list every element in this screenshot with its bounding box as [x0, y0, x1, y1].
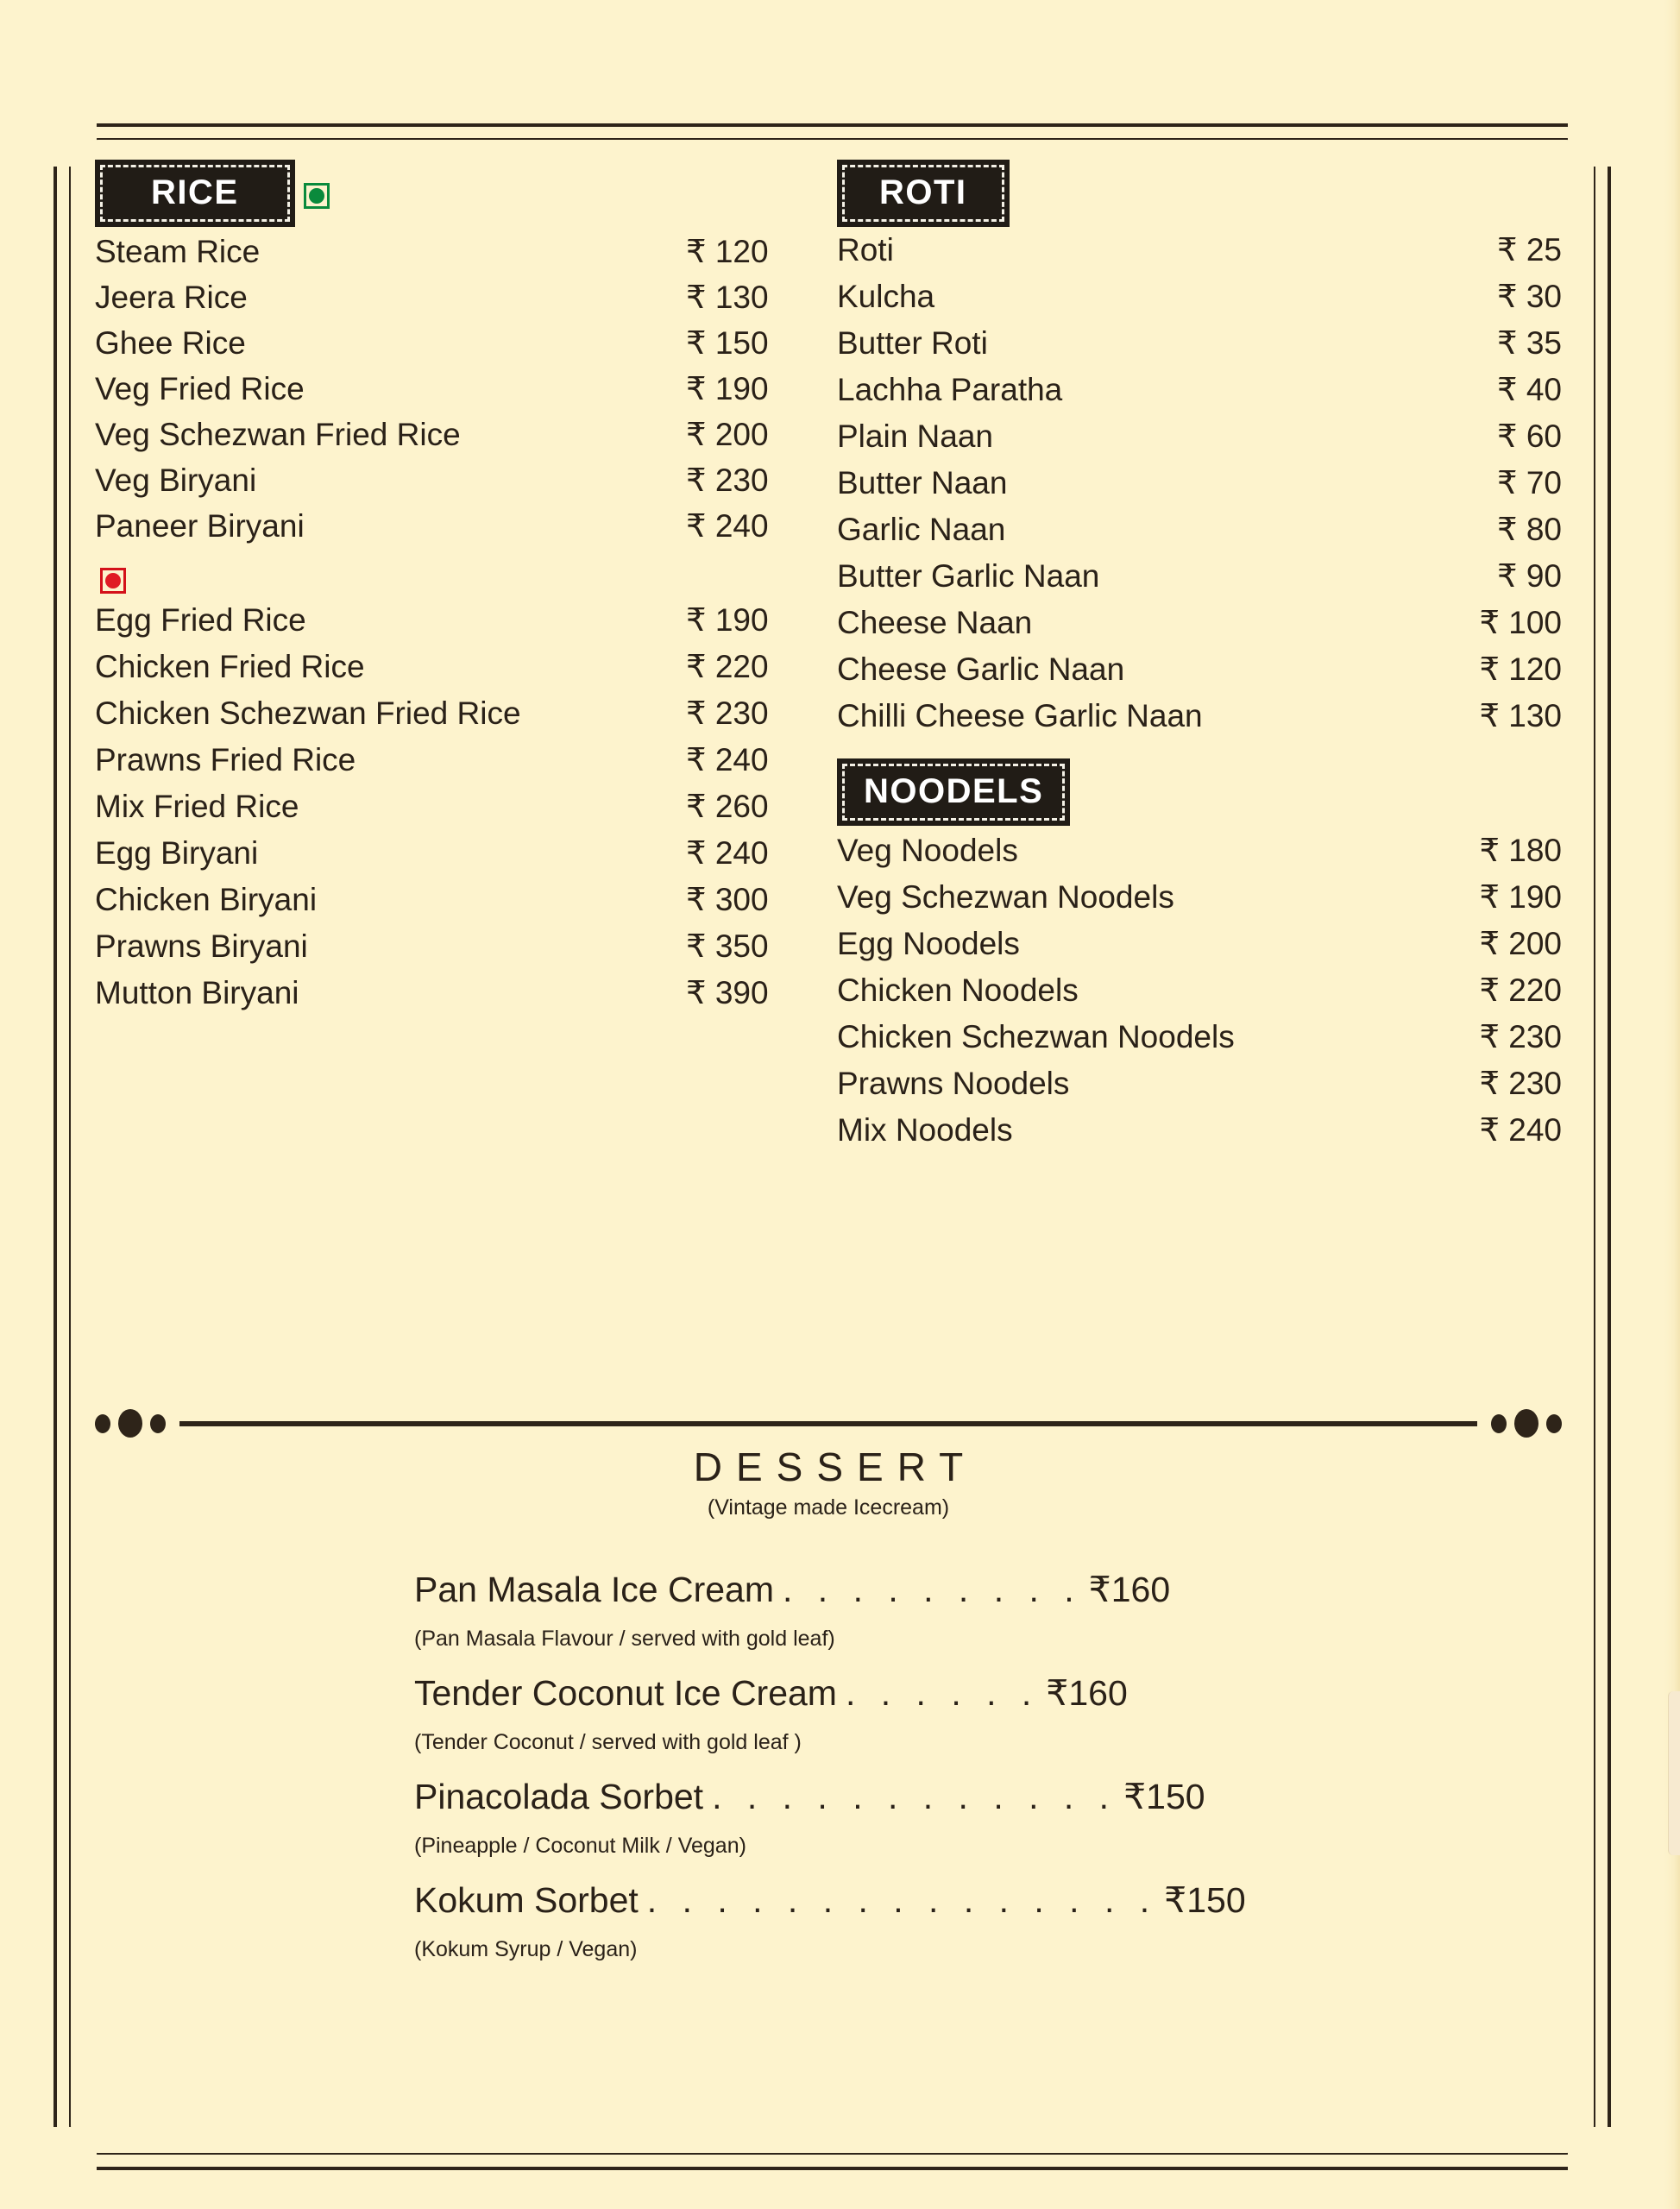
dessert-item-row	[414, 1880, 1562, 1920]
item-name: Egg Fried Rice	[95, 602, 306, 638]
dessert-item-name: Kokum Sorbet	[414, 1880, 639, 1920]
menu-item-row	[95, 930, 794, 977]
item-name: Garlic Naan	[837, 512, 1006, 547]
column-roti-noodels	[837, 160, 1562, 1161]
menu-item-row	[837, 974, 1562, 1021]
item-name: Mix Fried Rice	[95, 789, 299, 824]
divider-dot-large	[118, 1409, 142, 1438]
item-price: ₹ 90	[1497, 558, 1562, 594]
menu-item-row	[837, 881, 1562, 928]
dot-leader: . . . . . .	[845, 1673, 1040, 1713]
item-name: Chilli Cheese Garlic Naan	[837, 698, 1203, 733]
dessert-item-price: ₹150	[1164, 1880, 1246, 1920]
item-name: Cheese Naan	[837, 605, 1033, 640]
page-edge-shadow	[1664, 0, 1680, 2209]
item-name: Steam Rice	[95, 234, 261, 269]
nonveg-indicator-icon	[100, 568, 126, 594]
item-name: Veg Schezwan Noodels	[837, 879, 1174, 915]
dessert-item-name: Tender Coconut Ice Cream	[414, 1673, 837, 1713]
divider-dots-left	[95, 1409, 166, 1438]
menu-item-row	[95, 744, 794, 790]
divider-dot-small	[1546, 1414, 1562, 1433]
dessert-item-price: ₹160	[1088, 1570, 1171, 1609]
item-price: ₹ 150	[686, 325, 769, 361]
section-header-rice-border	[100, 165, 290, 222]
menu-item-row	[95, 604, 794, 651]
item-name: Chicken Biryani	[95, 882, 318, 917]
dessert-item-list	[95, 1572, 1562, 1962]
item-price: ₹ 120	[1479, 651, 1562, 687]
dessert-item-description: (Pineapple / Coconut Milk / Vegan)	[414, 1834, 746, 1858]
item-price: ₹ 70	[1497, 465, 1562, 500]
menu-item-row	[837, 1114, 1562, 1161]
item-price: ₹ 350	[686, 928, 769, 964]
dessert-item-description: (Pan Masala Flavour / served with gold leaf)	[414, 1627, 835, 1651]
rice-nonveg-item-list	[95, 604, 794, 1023]
item-price: ₹ 200	[1479, 926, 1562, 961]
frame-corner-bottom-left	[40, 2127, 97, 2184]
item-name: Egg Noodels	[837, 926, 1020, 961]
menu-item-row	[95, 281, 794, 327]
menu-item-row	[95, 977, 794, 1023]
item-price: ₹ 35	[1497, 325, 1562, 361]
item-name: Veg Fried Rice	[95, 371, 305, 406]
item-name: Butter Garlic Naan	[837, 558, 1100, 594]
item-price: ₹ 80	[1497, 512, 1562, 547]
item-price: ₹ 390	[686, 975, 769, 1010]
item-price: ₹ 180	[1479, 833, 1562, 868]
dot-leader: . . . . . . . . .	[783, 1570, 1082, 1609]
menu-item-row	[837, 513, 1562, 560]
divider-dot-small	[1491, 1414, 1507, 1433]
page-edge-tab	[1668, 1691, 1680, 1855]
menu-item-row	[95, 697, 794, 744]
item-name: Ghee Rice	[95, 325, 246, 361]
section-header-noodels	[837, 758, 1070, 826]
item-name: Chicken Fried Rice	[95, 649, 365, 684]
menu-item-row	[837, 420, 1562, 467]
item-price: ₹ 190	[686, 371, 769, 406]
dot-leader: . . . . . . . . . . . .	[712, 1777, 1117, 1816]
menu-item-row	[837, 374, 1562, 420]
item-name: Veg Schezwan Fried Rice	[95, 417, 461, 452]
dessert-item-description: (Tender Coconut / served with gold leaf )	[414, 1730, 802, 1754]
menu-item-row	[95, 651, 794, 697]
item-price: ₹ 130	[686, 280, 769, 315]
menu-item-row	[837, 560, 1562, 607]
frame-corner-top-left	[40, 110, 97, 167]
item-price: ₹ 190	[686, 602, 769, 638]
item-price: ₹ 190	[1479, 879, 1562, 915]
menu-content	[95, 160, 1562, 2144]
nonveg-indicator-dot	[105, 573, 121, 588]
item-name: Cheese Garlic Naan	[837, 651, 1125, 687]
section-header-roti	[837, 160, 1010, 227]
column-rice	[95, 160, 794, 1161]
dessert-item-row	[414, 1779, 1562, 1815]
veg-indicator-icon	[304, 183, 330, 209]
item-name: Chicken Schezwan Noodels	[837, 1019, 1235, 1054]
item-name: Mutton Biryani	[95, 975, 299, 1010]
item-name: Chicken Noodels	[837, 972, 1079, 1008]
item-price: ₹ 240	[686, 508, 769, 544]
item-price: ₹ 230	[686, 463, 769, 498]
menu-item-row	[837, 834, 1562, 881]
menu-item-row	[837, 928, 1562, 974]
menu-item-row	[95, 464, 794, 510]
item-price: ₹ 240	[1479, 1112, 1562, 1148]
item-name: Butter Roti	[837, 325, 988, 361]
divider-dots-right	[1491, 1409, 1562, 1438]
item-price: ₹ 240	[686, 742, 769, 777]
menu-item-row	[837, 607, 1562, 653]
item-name: Roti	[837, 232, 894, 267]
section-header-noodels-label: NOODELS	[864, 772, 1044, 810]
frame-corner-top-right	[1568, 110, 1625, 167]
dessert-item-row	[414, 1673, 1562, 1713]
divider-dot-large	[1514, 1409, 1538, 1438]
item-price: ₹ 25	[1497, 232, 1562, 267]
item-name: Butter Naan	[837, 465, 1008, 500]
item-name: Prawns Noodels	[837, 1066, 1070, 1101]
menu-item-row	[837, 1067, 1562, 1114]
dot-leader: . . . . . . . . . . . . . . .	[646, 1880, 1158, 1920]
item-name: Veg Biryani	[95, 463, 257, 498]
item-name: Prawns Biryani	[95, 928, 308, 964]
menu-item-row	[837, 653, 1562, 700]
divider-line	[179, 1421, 1477, 1426]
item-name: Chicken Schezwan Fried Rice	[95, 695, 521, 731]
section-header-noodels-border	[842, 764, 1065, 821]
section-header-roti-label: ROTI	[879, 173, 967, 211]
dessert-section	[95, 1444, 1562, 1986]
dessert-item-description: (Kokum Syrup / Vegan)	[414, 1937, 638, 1961]
item-name: Veg Noodels	[837, 833, 1018, 868]
menu-item-row	[95, 884, 794, 930]
item-price: ₹ 40	[1497, 372, 1562, 407]
item-price: ₹ 60	[1497, 419, 1562, 454]
dessert-subtitle: (Vintage made Icecream)	[707, 1495, 950, 1520]
item-price: ₹ 200	[686, 417, 769, 452]
veg-indicator-dot	[309, 188, 324, 204]
item-price: ₹ 220	[686, 649, 769, 684]
section-header-rice-label: RICE	[151, 173, 239, 211]
item-price: ₹ 240	[686, 835, 769, 871]
item-price: ₹ 260	[686, 789, 769, 824]
item-name: Prawns Fried Rice	[95, 742, 356, 777]
menu-item-row	[95, 419, 794, 464]
menu-columns	[95, 160, 1562, 1161]
item-price: ₹ 120	[686, 234, 769, 269]
frame-corner-bottom-right	[1568, 2127, 1625, 2184]
item-price: ₹ 30	[1497, 279, 1562, 314]
menu-item-row	[837, 234, 1562, 280]
item-price: ₹ 100	[1479, 605, 1562, 640]
item-price: ₹ 130	[1479, 698, 1562, 733]
menu-item-row	[95, 236, 794, 281]
dessert-item-name: Pan Masala Ice Cream	[414, 1570, 775, 1609]
menu-item-row	[837, 280, 1562, 327]
item-price: ₹ 300	[686, 882, 769, 917]
divider-dot-small	[95, 1414, 110, 1433]
item-price: ₹ 230	[1479, 1066, 1562, 1101]
menu-item-row	[837, 1021, 1562, 1067]
dessert-item-row	[414, 1572, 1562, 1608]
dessert-item-name: Pinacolada Sorbet	[414, 1777, 704, 1816]
menu-item-row	[95, 837, 794, 884]
item-name: Jeera Rice	[95, 280, 248, 315]
menu-item-row	[95, 790, 794, 837]
menu-item-row	[95, 327, 794, 373]
item-name: Plain Naan	[837, 419, 994, 454]
item-name: Lachha Paratha	[837, 372, 1063, 407]
dessert-item-price: ₹150	[1123, 1777, 1205, 1816]
item-name: Mix Noodels	[837, 1112, 1013, 1148]
menu-item-row	[95, 510, 794, 556]
menu-item-row	[95, 373, 794, 419]
menu-item-row	[837, 327, 1562, 374]
item-price: ₹ 230	[1479, 1019, 1562, 1054]
divider-dot-small	[150, 1414, 166, 1433]
menu-item-row	[837, 467, 1562, 513]
menu-item-row	[837, 700, 1562, 746]
rice-veg-item-list	[95, 236, 794, 556]
section-divider	[95, 1409, 1562, 1438]
item-price: ₹ 230	[686, 695, 769, 731]
noodels-item-list	[837, 834, 1562, 1161]
item-name: Kulcha	[837, 279, 935, 314]
section-header-rice	[95, 160, 295, 227]
item-price: ₹ 220	[1479, 972, 1562, 1008]
section-header-roti-border	[842, 165, 1004, 222]
item-name: Egg Biryani	[95, 835, 259, 871]
item-name: Paneer Biryani	[95, 508, 305, 544]
roti-item-list	[837, 234, 1562, 746]
dessert-item-price: ₹160	[1046, 1673, 1128, 1713]
dessert-title: DESSERT	[693, 1444, 978, 1489]
